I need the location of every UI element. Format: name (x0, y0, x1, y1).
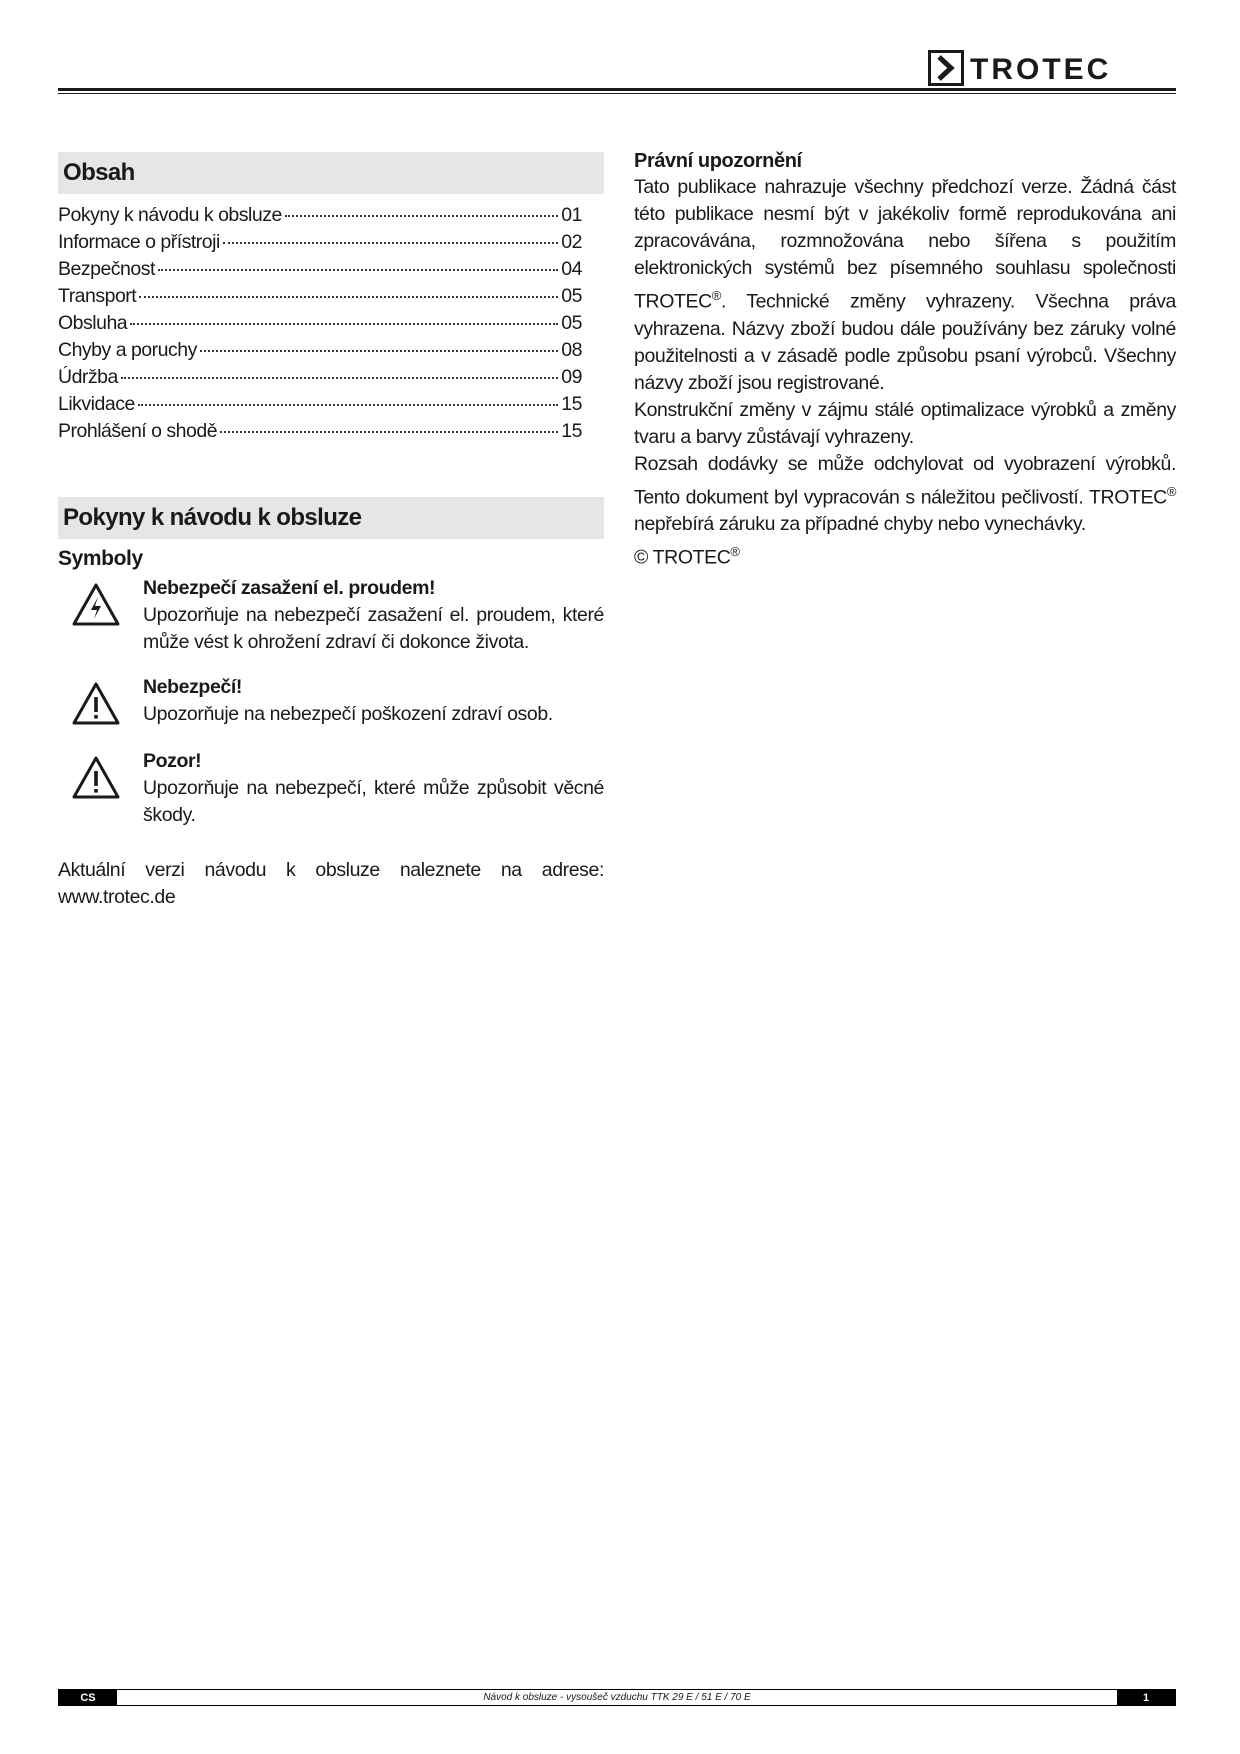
toc-item-page: 08 (561, 339, 582, 361)
toc-item-page: 09 (561, 366, 582, 388)
page-footer (58, 1689, 1176, 1706)
legal-paragraph (634, 174, 1176, 397)
toc-item[interactable] (58, 420, 582, 447)
toc-item-label: Pokyny k návodu k obsluze (58, 204, 282, 226)
toc-leader (139, 296, 558, 298)
toc-item[interactable] (58, 339, 582, 366)
warning-icon (72, 682, 120, 725)
symbol-text: Upozorňuje na nebezpečí poškození zdraví osob. (143, 703, 553, 725)
toc-item-page: 15 (561, 420, 582, 442)
toc-item[interactable] (58, 312, 582, 339)
footer-language: CS (59, 1690, 117, 1705)
legal-paragraph (634, 451, 1176, 539)
toc-leader (121, 377, 558, 379)
toc-item-page: 02 (561, 231, 582, 253)
legal-text: Rozsah dodávky se může odchylovat od vyobrazení výrobků. Tento dokument byl vypracován s náležitou pečlivostí. TROTEC (634, 452, 1176, 508)
toc-leader (158, 269, 558, 271)
symbol-title: Nebezpečí! (143, 676, 242, 698)
footer-document-title: Návod k obsluze - vysoušeč vzduchu TTK 29 E / 51 E / 70 E (483, 1692, 751, 1703)
copyright-text: © TROTEC (634, 546, 731, 569)
toc-leader (223, 242, 558, 244)
toc-item-label: Obsluha (58, 312, 128, 334)
toc-item-label: Údržba (58, 366, 118, 388)
toc-item-page: 04 (561, 258, 582, 280)
trotec-logo (928, 50, 1176, 86)
version-note: Aktuální verzi návodu k obsluze naleznete na adrese: (58, 859, 604, 881)
brand-text: TROTEC (970, 53, 1112, 86)
toc-leader (138, 404, 559, 406)
toc-item-page: 05 (561, 285, 582, 307)
toc-leader (220, 431, 558, 433)
toc-item-label: Bezpečnost (58, 258, 155, 280)
toc-item-page: 15 (561, 393, 582, 415)
left-column (58, 152, 604, 911)
symbol-electric (58, 575, 604, 656)
registered-mark: ® (1166, 483, 1176, 499)
toc-item[interactable] (58, 258, 582, 285)
toc-item[interactable] (58, 285, 582, 312)
toc-item[interactable] (58, 231, 582, 258)
footer-page-number: 1 (1117, 1690, 1175, 1705)
toc-item[interactable] (58, 204, 582, 231)
right-column (634, 148, 1176, 572)
legal-text: Tato publikace nahrazuje všechny předchozí verze. Žádná část této publikace nesmí být v jakékoliv formě reprodukována ani zpracovávána, rozmnožována nebo šířena s použitím elektronických systémů bez písemného souhlasu společnosti TROTEC (634, 176, 1176, 313)
toc-item[interactable] (58, 393, 582, 420)
toc-title: Obsah (58, 152, 604, 194)
registered-mark: ® (711, 288, 721, 303)
toc-leader (200, 350, 558, 352)
version-url-link[interactable]: www.trotec.de (58, 886, 176, 908)
toc-item-label: Likvidace (58, 393, 135, 415)
toc-item-page: 05 (561, 312, 582, 334)
electric-hazard-icon (72, 583, 120, 626)
symbol-text: Upozorňuje na nebezpečí zasažení el. proudem, které může vést k ohrožení zdraví či dokonce života. (143, 604, 604, 653)
instructions-title: Pokyny k návodu k obsluze (58, 497, 604, 539)
toc-item-page: 01 (561, 204, 582, 226)
caution-icon (72, 756, 120, 799)
toc-item-label: Transport (58, 285, 137, 307)
symbols-heading: Symboly (58, 547, 143, 570)
header-rule-thin (58, 93, 1176, 94)
registered-mark: ® (730, 544, 740, 559)
legal-paragraph: Konstrukční změny v zájmu stálé optimalizace výrobků a změny tvaru a barvy zůstávají vyhrazeny. (634, 398, 1176, 448)
toc-leader (285, 215, 558, 217)
legal-title: Právní upozornění (634, 150, 802, 172)
copyright (634, 538, 1176, 572)
toc-leader (130, 323, 558, 325)
header-rule (58, 88, 1176, 91)
toc-item-label: Informace o přístroji (58, 231, 220, 253)
symbol-title: Nebezpečí zasažení el. proudem! (143, 577, 436, 599)
legal-text: . Technické změny vyhrazeny. Všechna práva vyhrazena. Názvy zboží budou dále používány bez záruky volné použitelnosti a v zásadě podle způsobu psaní výrobců. Všechny názvy zboží jsou registrované. (634, 290, 1176, 394)
table-of-contents (58, 204, 582, 447)
toc-item[interactable] (58, 366, 582, 393)
symbol-caution (58, 748, 604, 829)
legal-text: nepřebírá záruku za případné chyby nebo vynechávky. (634, 513, 1086, 535)
symbol-danger (58, 674, 604, 728)
toc-item-label: Prohlášení o shodě (58, 420, 218, 442)
toc-item-label: Chyby a poruchy (58, 339, 197, 361)
symbol-title: Pozor! (143, 750, 202, 772)
symbol-text: Upozorňuje na nebezpečí, které může způsobit věcné škody. (143, 777, 604, 826)
